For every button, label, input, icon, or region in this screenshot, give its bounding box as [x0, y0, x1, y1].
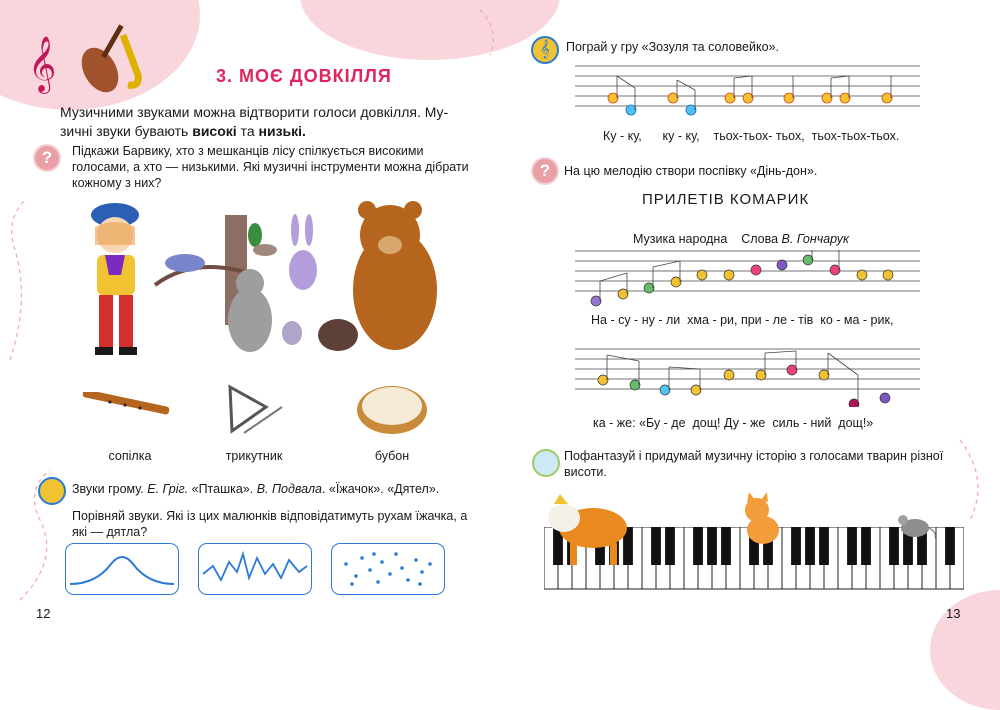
intro-bold-low: низькі. [258, 123, 306, 139]
page-number-left: 12 [36, 606, 51, 621]
question-text: Підкажи Барвику, хто з мешканців лісу спілкується високими голосами, а хто — низькими. Які музичні інструменти можна дібрати кожному з них? [72, 144, 469, 190]
fantasy-text: Пофантазуй і придумай музичну історію з голосами тварин різної висоти. [564, 449, 944, 479]
cat-illustration [735, 490, 787, 550]
song-words-label: Слова [741, 232, 782, 246]
piano-black-key [707, 527, 717, 565]
sopilka-image [80, 392, 172, 422]
svg-text:𝄞: 𝄞 [28, 36, 57, 92]
piano-black-key [805, 527, 815, 565]
violin-icon [28, 15, 148, 100]
intro-line-2-a: зичні звуки бувають [60, 123, 193, 139]
song-prompt: На цю мелодію створи поспівку «Дінь-дон». [564, 164, 818, 178]
piano-black-key [945, 527, 955, 565]
lyrics-line-2: ка - же: «Бу - де дощ! Ду - же силь - ний дощ!» [593, 416, 874, 430]
piano-black-key [791, 527, 801, 565]
piano-black-key [651, 527, 661, 565]
treble-clef-icon: 𝄞 [531, 36, 559, 64]
game-text: Пограй у гру «Зозуля та соловейко». [566, 40, 779, 54]
page-number-right: 13 [946, 606, 961, 621]
song-title: ПРИЛЕТІВ КОМАРИК [642, 191, 810, 208]
intro-line-1: Музичними звуками можна відтворити голоси довкілля. Му- [60, 104, 449, 120]
staff-cuckoo [575, 62, 920, 120]
staff-song-2 [575, 345, 920, 407]
listen-c: «Пташка». [188, 482, 257, 496]
song-credits [626, 214, 849, 248]
spiral-icon [532, 449, 560, 477]
headphones-icon [38, 477, 66, 505]
intro-line-2 [60, 122, 470, 141]
piano-black-key [847, 527, 857, 565]
piano-black-key [693, 527, 703, 565]
instrument-label-sopilka: сопілка [108, 449, 152, 463]
lyrics-line-1: На - су - ну - ли хма - ри, при - ле - тів ко - ма - рик, [591, 313, 894, 327]
piano-black-key [819, 527, 829, 565]
staff-song-1 [575, 247, 920, 309]
wave-box-jagged [198, 543, 312, 595]
listen-composer-2: В. Подвала [256, 482, 322, 496]
cow-illustration [538, 488, 633, 566]
triangle-image [224, 383, 286, 437]
drum-image [354, 383, 430, 437]
intro-text [60, 103, 470, 141]
song-music: Музика народна [632, 232, 728, 246]
forest-illustration [55, 195, 450, 365]
wave-box-dots [331, 543, 445, 595]
song-author: В. Гончарук [781, 232, 849, 246]
listen-text [72, 481, 472, 498]
page-title: 3. МОЄ ДОВКІЛЛЯ [216, 66, 392, 86]
listen-composer-1: Е. Гріг. [147, 482, 189, 496]
piano-black-key [861, 527, 871, 565]
instrument-label-drum: бубон [374, 449, 410, 463]
compare-text: Порівняй звуки. Які із цих малюнків відповідатимуть рухам їжачка, а які — дятла? [72, 509, 468, 539]
intro-bold-high: високі [192, 123, 237, 139]
piano-black-key [665, 527, 675, 565]
instrument-label-triangle: трикутник [225, 449, 283, 463]
question-icon-right: ? [531, 157, 559, 185]
game-lyrics: Ку - ку, ку - ку, тьох-тьох- тьох, тьох-тьох-тьох. [603, 129, 900, 143]
listen-e: . «Їжачок». «Дятел». [321, 482, 440, 496]
mouse-illustration [893, 510, 937, 540]
listen-a: Звуки грому. [72, 482, 148, 496]
intro-line-2-b: та [236, 123, 259, 139]
piano-black-key [721, 527, 731, 565]
wave-box-smooth [65, 543, 179, 595]
question-icon: ? [33, 144, 61, 172]
